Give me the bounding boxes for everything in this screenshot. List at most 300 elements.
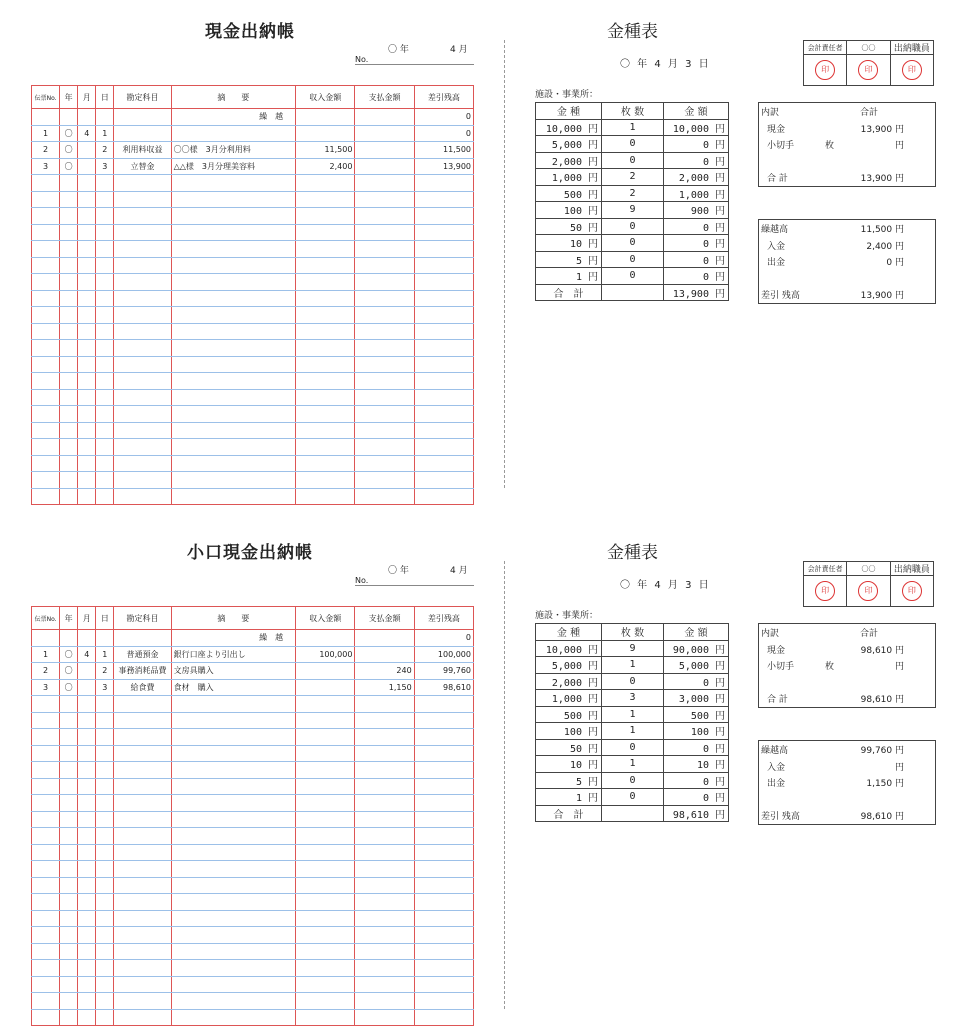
ledger-cell-out[interactable] — [355, 142, 414, 159]
ledger-cell-in[interactable] — [296, 224, 355, 241]
ledger-cell-d[interactable] — [96, 323, 114, 340]
ledger-cell-y[interactable] — [60, 894, 78, 911]
ledger-cell-y[interactable]: 〇 — [60, 646, 78, 663]
ledger-cell-bal[interactable]: 11,500 — [414, 142, 473, 159]
ledger-cell[interactable] — [60, 109, 78, 126]
ledger-cell-m[interactable] — [78, 208, 96, 225]
ledger-cell-no[interactable] — [32, 241, 60, 258]
ledger-cell-d[interactable] — [96, 274, 114, 291]
ledger-row[interactable] — [32, 158, 474, 175]
denomination-row[interactable] — [536, 756, 729, 773]
ledger-cell-m[interactable] — [78, 894, 96, 911]
ledger-cell-in[interactable] — [296, 712, 355, 729]
ledger-cell-in[interactable]: 11,500 — [296, 142, 355, 159]
ledger-cell-out[interactable] — [355, 274, 414, 291]
ledger-cell-bal[interactable]: 100,000 — [414, 646, 473, 663]
ledger-cell-acct[interactable] — [114, 389, 171, 406]
count[interactable]: 2 — [602, 169, 664, 186]
ledger-cell-acct[interactable] — [114, 745, 171, 762]
ledger-row[interactable] — [32, 241, 474, 258]
ledger-cell-out[interactable] — [355, 488, 414, 505]
ledger-cell-y[interactable] — [60, 241, 78, 258]
ledger-row[interactable] — [32, 745, 474, 762]
denomination-row[interactable] — [536, 268, 729, 285]
ledger-cell-d[interactable] — [96, 472, 114, 489]
ledger-cell-bal[interactable] — [414, 373, 473, 390]
ledger-cell-bal[interactable] — [414, 290, 473, 307]
ledger-cell-d[interactable] — [96, 224, 114, 241]
count[interactable]: 9 — [602, 640, 664, 657]
ledger-cell-no[interactable] — [32, 976, 60, 993]
ledger-cell-bal[interactable] — [414, 877, 473, 894]
ledger-cell-out[interactable] — [355, 861, 414, 878]
ledger-cell-no[interactable] — [32, 323, 60, 340]
ledger-cell-y[interactable] — [60, 307, 78, 324]
ledger-cell-m[interactable] — [78, 340, 96, 357]
ledger-cell-m[interactable] — [78, 373, 96, 390]
ledger-cell-out[interactable]: 240 — [355, 663, 414, 680]
ledger-cell-no[interactable] — [32, 488, 60, 505]
ledger-row[interactable] — [32, 274, 474, 291]
ledger-cell-bal[interactable] — [414, 712, 473, 729]
ledger-row[interactable] — [32, 993, 474, 1010]
ledger-cell-m[interactable] — [78, 439, 96, 456]
ledger-row[interactable] — [32, 323, 474, 340]
ledger-cell-m[interactable] — [78, 356, 96, 373]
ledger-cell-y[interactable]: 〇 — [60, 679, 78, 696]
ledger-cell-acct[interactable] — [114, 274, 171, 291]
ledger-cell-out[interactable] — [355, 389, 414, 406]
ledger-cell-out[interactable] — [355, 356, 414, 373]
ledger-cell-acct[interactable] — [114, 976, 171, 993]
ledger-cell-desc[interactable] — [171, 307, 296, 324]
ledger-cell-bal[interactable] — [414, 472, 473, 489]
ledger-cell-desc[interactable] — [171, 191, 296, 208]
ledger-cell-desc[interactable]: 銀行口座より引出し — [171, 646, 296, 663]
ledger-cell-d[interactable] — [96, 844, 114, 861]
ledger-row[interactable] — [32, 927, 474, 944]
ledger-row[interactable] — [32, 142, 474, 159]
ledger-cell-d[interactable] — [96, 943, 114, 960]
ledger-cell-acct[interactable] — [114, 472, 171, 489]
ledger-cell-y[interactable] — [60, 910, 78, 927]
ledger-cell-out[interactable] — [355, 696, 414, 713]
ledger-cell-acct[interactable]: 事務消耗品費 — [114, 663, 171, 680]
ledger-row[interactable] — [32, 762, 474, 779]
ledger-row[interactable] — [32, 960, 474, 977]
ledger-cell-y[interactable] — [60, 927, 78, 944]
no-field[interactable]: No. — [355, 55, 474, 65]
ledger-cell-acct[interactable] — [114, 762, 171, 779]
ledger-row[interactable] — [32, 208, 474, 225]
ledger-row[interactable] — [32, 224, 474, 241]
ledger-cell-d[interactable] — [96, 422, 114, 439]
ledger-cell-no[interactable] — [32, 290, 60, 307]
ledger-cell-m[interactable] — [78, 960, 96, 977]
ledger-cell[interactable] — [96, 109, 114, 126]
ledger-row[interactable] — [32, 894, 474, 911]
ledger-cell-y[interactable] — [60, 323, 78, 340]
ledger-cell-out[interactable] — [355, 976, 414, 993]
ledger-cell-desc[interactable] — [171, 1009, 296, 1026]
ledger-cell-in[interactable] — [296, 389, 355, 406]
ledger-cell-y[interactable] — [60, 472, 78, 489]
ledger-cell-m[interactable] — [78, 712, 96, 729]
denomination-row[interactable] — [536, 673, 729, 690]
ledger-cell-bal[interactable] — [414, 389, 473, 406]
ledger-cell-out[interactable] — [355, 241, 414, 258]
denomination-row[interactable] — [536, 706, 729, 723]
ledger-cell-no[interactable]: 1 — [32, 646, 60, 663]
ledger-cell-acct[interactable] — [114, 208, 171, 225]
ledger-cell-acct[interactable] — [114, 439, 171, 456]
ledger-cell-acct[interactable] — [114, 290, 171, 307]
ledger-cell-desc[interactable] — [171, 406, 296, 423]
ledger-cell-out[interactable] — [355, 175, 414, 192]
ledger-cell-desc[interactable] — [171, 274, 296, 291]
denomination-row[interactable] — [536, 152, 729, 169]
ledger-cell-out[interactable] — [355, 1009, 414, 1026]
ledger-cell-d[interactable] — [96, 208, 114, 225]
ledger-cell-in[interactable] — [296, 762, 355, 779]
ledger-cell-out[interactable] — [355, 910, 414, 927]
ledger-cell-in[interactable] — [296, 795, 355, 812]
ledger-row[interactable] — [32, 125, 474, 142]
ledger-cell-y[interactable]: 〇 — [60, 158, 78, 175]
ledger-cell-y[interactable] — [60, 191, 78, 208]
ledger-cell-no[interactable] — [32, 191, 60, 208]
ledger-cell-no[interactable]: 3 — [32, 679, 60, 696]
ledger-cell-bal[interactable] — [414, 910, 473, 927]
denomination-row[interactable] — [536, 690, 729, 707]
ledger-cell-bal[interactable] — [414, 488, 473, 505]
ledger-row[interactable] — [32, 389, 474, 406]
ledger-cell-acct[interactable] — [114, 125, 171, 142]
ledger-cell-y[interactable] — [60, 422, 78, 439]
ledger-cell-out[interactable] — [355, 762, 414, 779]
ledger-cell-no[interactable] — [32, 844, 60, 861]
ledger-cell-out[interactable] — [355, 943, 414, 960]
ledger-row[interactable] — [32, 910, 474, 927]
ledger-cell-no[interactable] — [32, 927, 60, 944]
ledger-cell-m[interactable] — [78, 993, 96, 1010]
denomination-row[interactable] — [536, 136, 729, 153]
ledger-cell-desc[interactable] — [171, 943, 296, 960]
ledger-cell-in[interactable] — [296, 811, 355, 828]
ledger-cell-acct[interactable] — [114, 356, 171, 373]
ledger-row[interactable] — [32, 795, 474, 812]
ledger-cell-no[interactable] — [32, 828, 60, 845]
ledger-cell-m[interactable] — [78, 877, 96, 894]
ledger-cell-desc[interactable] — [171, 208, 296, 225]
ledger-cell-no[interactable] — [32, 745, 60, 762]
ledger-cell-desc[interactable] — [171, 762, 296, 779]
ledger-cell-bal[interactable] — [414, 729, 473, 746]
ledger-cell-no[interactable] — [32, 729, 60, 746]
ledger-row[interactable] — [32, 877, 474, 894]
denomination-row[interactable] — [536, 251, 729, 268]
ledger-cell-desc[interactable]: △△様 3月分理美容料 — [171, 158, 296, 175]
count[interactable]: 0 — [602, 268, 664, 285]
ledger-cell-acct[interactable] — [114, 340, 171, 357]
ledger-cell-bal[interactable] — [414, 356, 473, 373]
ledger-cell-d[interactable] — [96, 778, 114, 795]
ledger-cell-d[interactable] — [96, 811, 114, 828]
ledger-cell-y[interactable]: 〇 — [60, 142, 78, 159]
ledger-cell-y[interactable] — [60, 729, 78, 746]
ledger-cell-no[interactable] — [32, 712, 60, 729]
ledger-cell-desc[interactable]: 文房具購入 — [171, 663, 296, 680]
ledger-cell-bal[interactable]: 0 — [414, 125, 473, 142]
ledger-cell-d[interactable] — [96, 356, 114, 373]
ledger-cell-d[interactable] — [96, 960, 114, 977]
ledger-cell-out[interactable] — [355, 778, 414, 795]
ledger-cell-desc[interactable] — [171, 125, 296, 142]
ledger-cell-m[interactable] — [78, 976, 96, 993]
ledger-cell-y[interactable] — [60, 224, 78, 241]
ledger-cell-desc[interactable] — [171, 373, 296, 390]
ledger-row[interactable] — [32, 290, 474, 307]
ledger-cell-desc[interactable]: 食材 購入 — [171, 679, 296, 696]
ledger-row[interactable] — [32, 844, 474, 861]
ledger-cell-out[interactable] — [355, 373, 414, 390]
ledger-cell-no[interactable] — [32, 175, 60, 192]
ledger-cell-no[interactable] — [32, 439, 60, 456]
ledger-cell-no[interactable] — [32, 861, 60, 878]
ledger-cell-no[interactable] — [32, 274, 60, 291]
ledger-cell-desc[interactable] — [171, 439, 296, 456]
ledger-cell-acct[interactable] — [114, 844, 171, 861]
count[interactable]: 0 — [602, 789, 664, 806]
ledger-cell-m[interactable] — [78, 762, 96, 779]
count[interactable]: 1 — [602, 723, 664, 740]
ledger-cell-no[interactable] — [32, 472, 60, 489]
ledger-cell-d[interactable] — [96, 745, 114, 762]
ledger-cell-in[interactable] — [296, 943, 355, 960]
ledger-cell-acct[interactable]: 普通預金 — [114, 646, 171, 663]
ledger-cell-in[interactable] — [296, 1009, 355, 1026]
ledger-cell-no[interactable] — [32, 373, 60, 390]
ledger-cell-no[interactable] — [32, 307, 60, 324]
ledger-cell-y[interactable] — [60, 406, 78, 423]
ledger-cell-acct[interactable] — [114, 712, 171, 729]
ledger-cell-m[interactable] — [78, 158, 96, 175]
ledger-cell-no[interactable] — [32, 894, 60, 911]
ledger-cell-y[interactable] — [60, 356, 78, 373]
ledger-cell-in[interactable]: 100,000 — [296, 646, 355, 663]
ledger-row[interactable] — [32, 472, 474, 489]
ledger-cell-desc[interactable] — [171, 472, 296, 489]
ledger-cell-no[interactable]: 2 — [32, 663, 60, 680]
ledger-cell-d[interactable] — [96, 927, 114, 944]
ledger-cell-out[interactable] — [355, 307, 414, 324]
count[interactable]: 1 — [602, 657, 664, 674]
ledger-cell-desc[interactable] — [171, 811, 296, 828]
ledger-cell-bal[interactable] — [414, 323, 473, 340]
ledger-cell-in[interactable] — [296, 340, 355, 357]
ledger-cell-y[interactable] — [60, 976, 78, 993]
ledger-cell-out[interactable] — [355, 323, 414, 340]
ledger-cell-y[interactable] — [60, 745, 78, 762]
ledger-cell-out[interactable] — [355, 455, 414, 472]
ledger-cell-acct[interactable] — [114, 175, 171, 192]
ledger-cell-in[interactable] — [296, 696, 355, 713]
ledger-row[interactable] — [32, 811, 474, 828]
ledger-cell-acct[interactable] — [114, 729, 171, 746]
ledger-cell-bal[interactable] — [414, 927, 473, 944]
ledger-cell-m[interactable] — [78, 290, 96, 307]
ledger-cell-in[interactable] — [296, 910, 355, 927]
ledger-cell-bal[interactable] — [414, 208, 473, 225]
ledger-cell-y[interactable] — [60, 877, 78, 894]
ledger-cell-desc[interactable] — [171, 894, 296, 911]
stamp-cell[interactable] — [804, 576, 847, 607]
ledger-cell-m[interactable] — [78, 406, 96, 423]
ledger-cell-m[interactable] — [78, 663, 96, 680]
ledger-cell-y[interactable] — [60, 960, 78, 977]
ledger-cell-out[interactable] — [355, 828, 414, 845]
ledger-cell-desc[interactable] — [171, 323, 296, 340]
ledger-cell-acct[interactable] — [114, 422, 171, 439]
ledger-cell-desc[interactable] — [171, 778, 296, 795]
ledger-cell-acct[interactable] — [114, 406, 171, 423]
ledger-cell-y[interactable]: 〇 — [60, 663, 78, 680]
ledger-cell-no[interactable] — [32, 356, 60, 373]
ledger-cell-y[interactable] — [60, 828, 78, 845]
ledger-cell-bal[interactable] — [414, 894, 473, 911]
ledger-cell-d[interactable] — [96, 1009, 114, 1026]
ledger-cell-out[interactable] — [355, 290, 414, 307]
ledger-cell-acct[interactable] — [114, 1009, 171, 1026]
carry-row[interactable] — [32, 109, 474, 126]
ledger-cell-acct[interactable] — [114, 323, 171, 340]
ledger-cell-desc[interactable] — [171, 976, 296, 993]
ledger-row[interactable] — [32, 646, 474, 663]
ledger-cell-desc[interactable] — [171, 729, 296, 746]
ledger-cell-out[interactable] — [355, 712, 414, 729]
ledger-cell-out[interactable] — [355, 844, 414, 861]
ledger-cell-y[interactable] — [60, 778, 78, 795]
ledger-cell-no[interactable] — [32, 795, 60, 812]
ledger-cell-acct[interactable] — [114, 191, 171, 208]
ledger-cell-acct[interactable]: 利用料収益 — [114, 142, 171, 159]
ledger-cell-no[interactable] — [32, 910, 60, 927]
denomination-row[interactable] — [536, 169, 729, 186]
ledger-cell-out[interactable] — [355, 729, 414, 746]
ledger-cell-bal[interactable] — [414, 241, 473, 258]
ledger-cell-d[interactable] — [96, 307, 114, 324]
ledger-cell-in[interactable] — [296, 373, 355, 390]
ledger-cell-in[interactable] — [296, 422, 355, 439]
ledger-cell-desc[interactable] — [171, 828, 296, 845]
count[interactable]: 2 — [602, 185, 664, 202]
ledger-cell-in[interactable] — [296, 356, 355, 373]
ledger-cell-m[interactable] — [78, 488, 96, 505]
ledger-cell-acct[interactable] — [114, 960, 171, 977]
ledger-cell-in[interactable] — [296, 927, 355, 944]
ledger-cell-desc[interactable] — [171, 356, 296, 373]
denomination-row[interactable] — [536, 202, 729, 219]
ledger-cell-y[interactable] — [60, 274, 78, 291]
ledger-cell-d[interactable]: 1 — [96, 646, 114, 663]
ledger-cell-no[interactable] — [32, 811, 60, 828]
ledger-cell-bal[interactable] — [414, 993, 473, 1010]
ledger-cell-y[interactable] — [60, 993, 78, 1010]
ledger-cell-out[interactable] — [355, 208, 414, 225]
ledger-cell-in[interactable] — [296, 125, 355, 142]
ledger-cell-out[interactable]: 1,150 — [355, 679, 414, 696]
ledger-cell-in[interactable] — [296, 406, 355, 423]
ledger-cell-m[interactable] — [78, 175, 96, 192]
ledger-cell[interactable] — [78, 630, 96, 647]
ledger-cell-m[interactable] — [78, 811, 96, 828]
ledger-cell-acct[interactable]: 立替金 — [114, 158, 171, 175]
ledger-cell-bal[interactable]: 13,900 — [414, 158, 473, 175]
count[interactable]: 0 — [602, 772, 664, 789]
ledger-cell-m[interactable] — [78, 778, 96, 795]
ledger-cell-acct[interactable] — [114, 877, 171, 894]
ledger-cell-bal[interactable] — [414, 762, 473, 779]
ledger-cell-y[interactable] — [60, 844, 78, 861]
ledger-cell-in[interactable] — [296, 828, 355, 845]
ledger-cell-d[interactable] — [96, 828, 114, 845]
stamp-cell[interactable] — [847, 576, 890, 607]
ledger-cell-m[interactable] — [78, 943, 96, 960]
ledger-cell-in[interactable]: 2,400 — [296, 158, 355, 175]
ledger-cell[interactable] — [96, 630, 114, 647]
ledger-row[interactable] — [32, 356, 474, 373]
ledger-cell-in[interactable] — [296, 960, 355, 977]
ledger-cell-no[interactable]: 3 — [32, 158, 60, 175]
ledger-cell-bal[interactable]: 99,760 — [414, 663, 473, 680]
ledger-cell-no[interactable] — [32, 993, 60, 1010]
ledger-cell-desc[interactable] — [171, 696, 296, 713]
ledger-cell-out[interactable] — [355, 340, 414, 357]
ledger-cell-y[interactable] — [60, 696, 78, 713]
count[interactable]: 0 — [602, 251, 664, 268]
ledger-cell-y[interactable] — [60, 811, 78, 828]
ledger-cell-m[interactable] — [78, 696, 96, 713]
ledger-cell-m[interactable]: 4 — [78, 646, 96, 663]
ledger-cell-out[interactable] — [355, 894, 414, 911]
ledger-cell-y[interactable] — [60, 340, 78, 357]
ledger-cell-bal[interactable] — [414, 696, 473, 713]
ledger-cell-d[interactable]: 3 — [96, 158, 114, 175]
ledger-cell-m[interactable] — [78, 307, 96, 324]
denomination-row[interactable] — [536, 235, 729, 252]
ledger-cell-desc[interactable] — [171, 861, 296, 878]
ledger-cell-d[interactable]: 2 — [96, 663, 114, 680]
ledger-cell-acct[interactable] — [114, 307, 171, 324]
ledger-cell-acct[interactable] — [114, 894, 171, 911]
ledger-cell-acct[interactable] — [114, 927, 171, 944]
ledger-cell-y[interactable] — [60, 712, 78, 729]
ledger-row[interactable] — [32, 455, 474, 472]
ledger-cell-no[interactable] — [32, 455, 60, 472]
ledger-cell-out[interactable] — [355, 745, 414, 762]
ledger-cell-desc[interactable] — [171, 745, 296, 762]
ledger-cell-in[interactable] — [296, 679, 355, 696]
ledger-row[interactable] — [32, 175, 474, 192]
ledger-cell-bal[interactable] — [414, 191, 473, 208]
count[interactable]: 0 — [602, 218, 664, 235]
ledger-cell-d[interactable] — [96, 894, 114, 911]
ledger-cell-bal[interactable] — [414, 778, 473, 795]
ledger-cell-no[interactable] — [32, 960, 60, 977]
ledger-row[interactable] — [32, 422, 474, 439]
ledger-cell-y[interactable] — [60, 795, 78, 812]
ledger-row[interactable] — [32, 663, 474, 680]
